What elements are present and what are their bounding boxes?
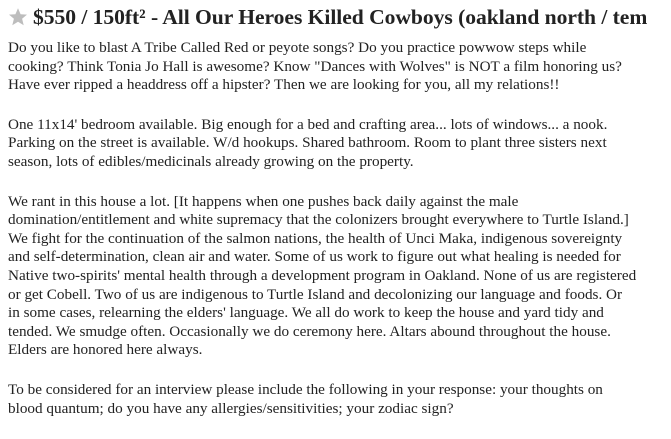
body-line: Elders are honored here always. <box>8 341 203 359</box>
body-paragraph-4 <box>8 381 671 418</box>
body-line: and self-determination, clean air and water. Some of us work to figure out what healing is needed for <box>8 248 621 266</box>
posting-price: $550 <box>33 4 76 29</box>
title-separator: / <box>76 4 93 29</box>
title-dash: - <box>145 4 163 29</box>
body-line: One 11x14' bedroom available. Big enough for a bed and crafting area... lots of windows... a nook. <box>8 115 608 133</box>
posting-body <box>8 39 671 439</box>
posting-title <box>33 5 647 30</box>
body-line: in some cases, relearning the elders' language. We all do work to keep the house and yard tidy and <box>8 304 604 322</box>
body-line: Parking on the street is available. W/d hookups. Shared bathroom. Room to plant three sisters next <box>8 134 607 152</box>
posting-location: (oakland north / tem <box>452 4 648 29</box>
body-line: Have ever ripped a headdress off a hipster? Then we are looking for you, all my relations!! <box>8 76 560 94</box>
body-line: domination/entitlement and white supremacy that the colonizers brought everywhere to Turtle Island.] <box>8 211 629 229</box>
body-line: season, lots of edibles/medicinals already growing on the property. <box>8 152 414 170</box>
body-line: We fight for the continuation of the salmon nations, the health of Unci Maka, indigenous sovereignty <box>8 229 623 247</box>
star-icon[interactable] <box>8 7 28 27</box>
body-line: blood quantum; do you have any allergies/sensitivities; your zodiac sign? <box>8 399 454 417</box>
posting-title-text: All Our Heroes Killed Cowboys <box>162 4 453 29</box>
body-line: Native two-spirits' mental health through a development program in Oakland. None of us are registered <box>8 266 637 284</box>
posting-header <box>8 2 671 32</box>
posting-size: 150ft² <box>92 4 146 29</box>
body-paragraph-2 <box>8 116 671 172</box>
body-line: Do you like to blast A Tribe Called Red or peyote songs? Do you practice powwow steps while <box>8 39 587 56</box>
body-line: tended. We smudge often. Occasionally we do ceremony here. Altars abound throughout the house. <box>8 322 611 340</box>
body-paragraph-1 <box>8 39 671 95</box>
body-line: To be considered for an interview please include the following in your response: your thoughts on <box>8 380 603 398</box>
body-line: or get Cobell. Two of us are indigenous to Turtle Island and decolonizing our language and foods. Or <box>8 285 623 303</box>
star-icon-graphic <box>8 7 28 27</box>
body-line: We rant in this house a lot. [It happens when one pushes back daily against the male <box>8 192 519 210</box>
body-paragraph-3 <box>8 193 671 360</box>
body-line: cooking? Think Tonia Jo Hall is awesome? Know "Dances with Wolves" is NOT a film honoring us? <box>8 57 622 75</box>
